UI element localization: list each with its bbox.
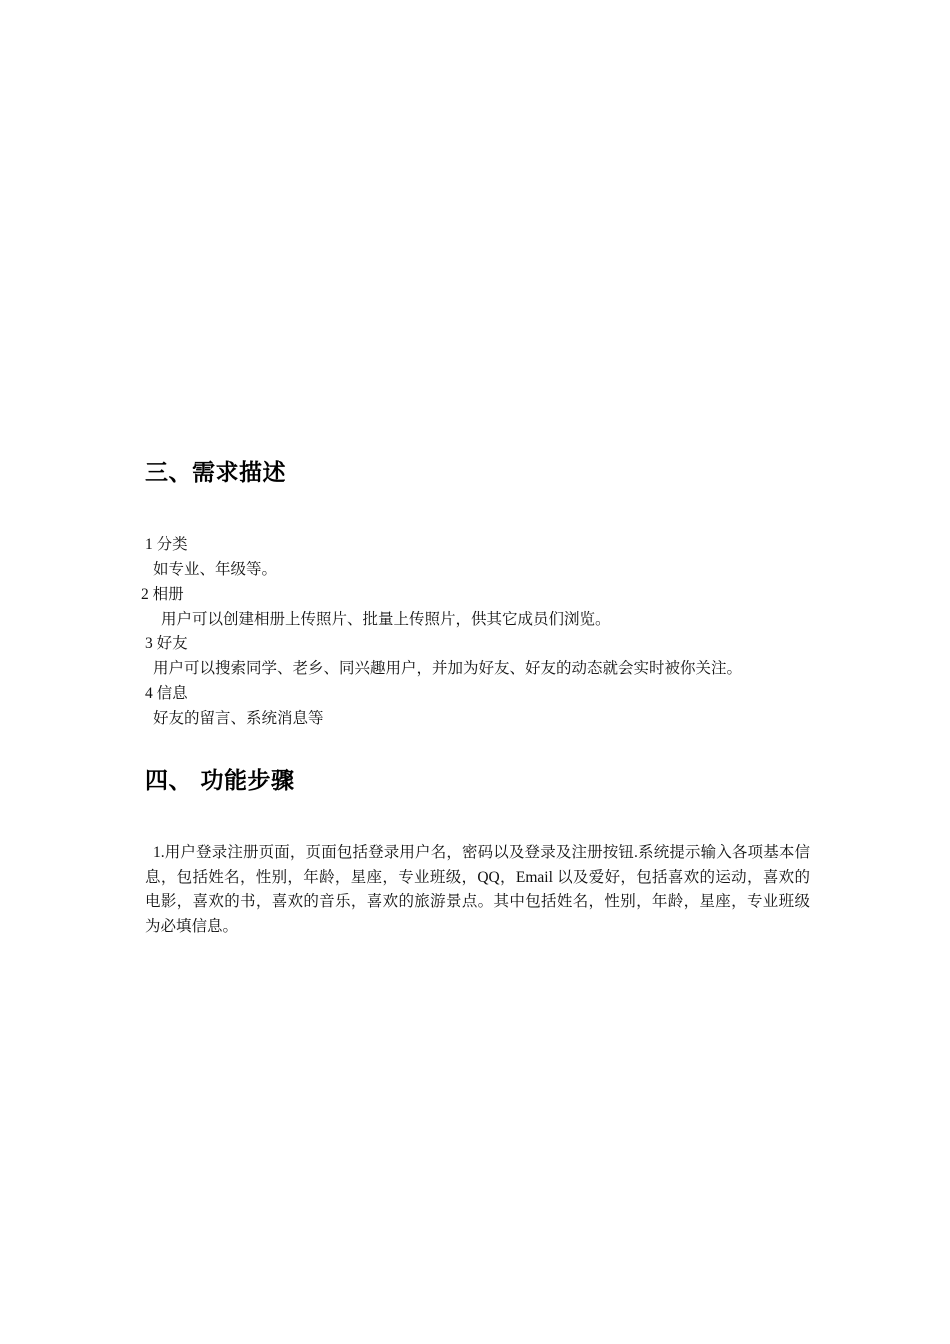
section-4-paragraph: 1.用户登录注册页面，页面包括登录用户名，密码以及登录及注册按钮.系统提示输入各项基本信息，包括姓名，性别，年龄，星座，专业班级，QQ，Email 以及爱好，包括喜欢的运动，喜欢的电影，喜欢的书，喜欢的音乐，喜欢的旅游景点。其中包括姓名，性别，年龄，星座，专业班级为必填信息。 (145, 844, 810, 935)
item-3-desc: 用户可以搜索同学、老乡、同兴趣用户，并加为好友、好友的动态就会实时被你关注。 (153, 660, 743, 677)
item-4-label: 4 信息 (145, 685, 188, 702)
item-1-desc: 如专业、年级等。 (153, 561, 278, 578)
item-2-desc: 用户可以创建相册上传照片、批量上传照片，供其它成员们浏览。 (161, 611, 611, 628)
section-4-heading: 四、 功能步骤 (145, 768, 295, 794)
item-3-label: 3 好友 (145, 635, 188, 652)
item-2-label: 2 相册 (141, 586, 184, 603)
item-4-desc: 好友的留言、系统消息等 (153, 710, 324, 727)
section-3-heading: 三、需求描述 (145, 460, 286, 486)
item-1-label: 1 分类 (145, 536, 188, 553)
